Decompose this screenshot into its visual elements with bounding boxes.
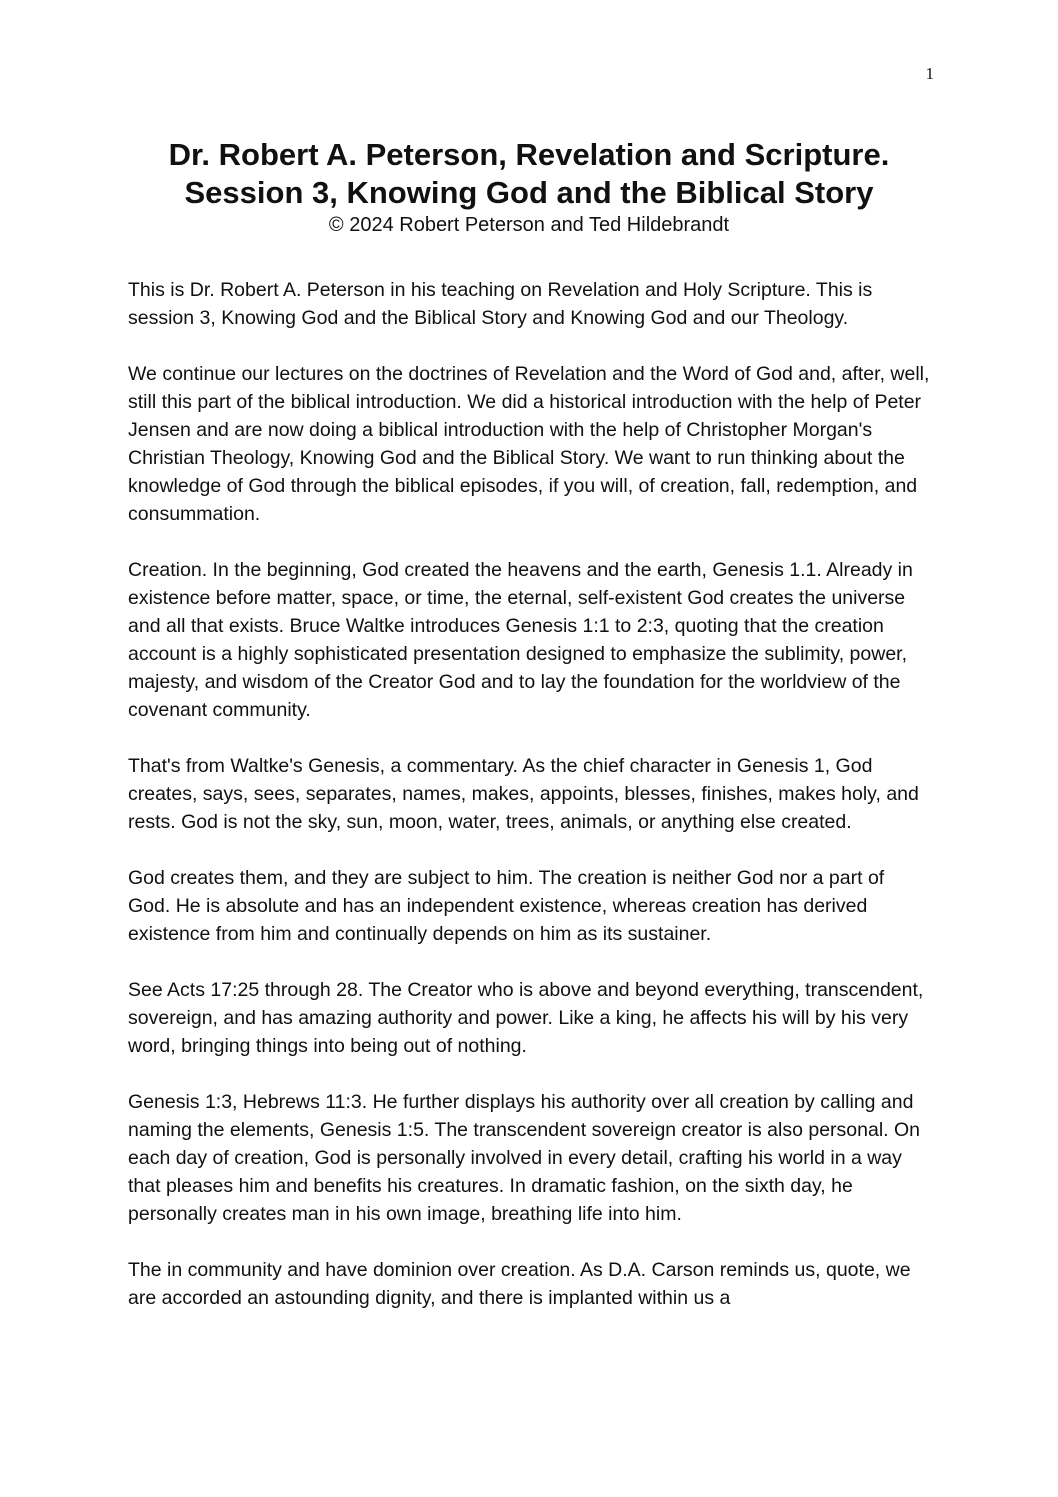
body-text — [128, 276, 930, 1340]
page-number: 1 — [925, 64, 934, 83]
paragraph: This is Dr. Robert A. Peterson in his teaching on Revelation and Holy Scripture. This is session 3, Knowing God and the Biblical Story and Knowing God and our Theology. — [128, 279, 873, 329]
title-block — [0, 136, 1058, 238]
paragraph: Genesis 1:3, Hebrews 11:3. He further displays his authority over all creation by calling and naming the elements, Genesis 1:5. The transcendent sovereign creator is also personal. On each day of creation, God is personally involved in every detail, crafting his world in a way that pleases him and benefits his creatures. In dramatic fashion, on the sixth day, he personally creates man in his own image, breathing life into him. — [128, 1091, 920, 1225]
paragraph: That's from Waltke's Genesis, a commentary. As the chief character in Genesis 1, God creates, says, sees, separates, names, makes, appoints, blesses, finishes, makes holy, and rests. God is not the sky, sun, moon, water, trees, animals, or anything else created. — [128, 755, 919, 833]
paragraph: God creates them, and they are subject to him. The creation is neither God nor a part of God. He is absolute and has an independent existence, whereas creation has derived existence from him and continually depends on him as its sustainer. — [128, 867, 885, 945]
paragraph: See Acts 17:25 through 28. The Creator who is above and beyond everything, transcendent, sovereign, and has amazing authority and power. Like a king, he affects his will by his very word, bringing things into being out of nothing. — [128, 979, 924, 1057]
title-line-1: Dr. Robert A. Peterson, Revelation and Scripture. — [168, 137, 890, 172]
copyright-notice: © 2024 Robert Peterson and Ted Hildebrandt — [328, 214, 730, 236]
title-line-2: Session 3, Knowing God and the Biblical Story — [184, 175, 874, 210]
paragraph: The in community and have dominion over creation. As D.A. Carson reminds us, quote, we are accorded an astounding dignity, and there is implanted within us a — [128, 1259, 911, 1309]
paragraph: We continue our lectures on the doctrines of Revelation and the Word of God and, after, well, still this part of the biblical introduction. We did a historical introduction with the help of Peter Jensen and are now doing a biblical introduction with the help of Christopher Morgan's Christian Theology, Knowing God and the Biblical Story. We want to run thinking about the knowledge of God through the biblical episodes, if you will, of creation, fall, redemption, and consummation. — [128, 363, 930, 525]
paragraph: Creation. In the beginning, God created the heavens and the earth, Genesis 1.1. Already in existence before matter, space, or time, the eternal, self-existent God creates the universe and all that exists. Bruce Waltke introduces Genesis 1:1 to 2:3, quoting that the creation account is a highly sophisticated presentation designed to emphasize the sublimity, power, majesty, and wisdom of the Creator God and to lay the foundation for the worldview of the covenant community. — [128, 559, 913, 721]
